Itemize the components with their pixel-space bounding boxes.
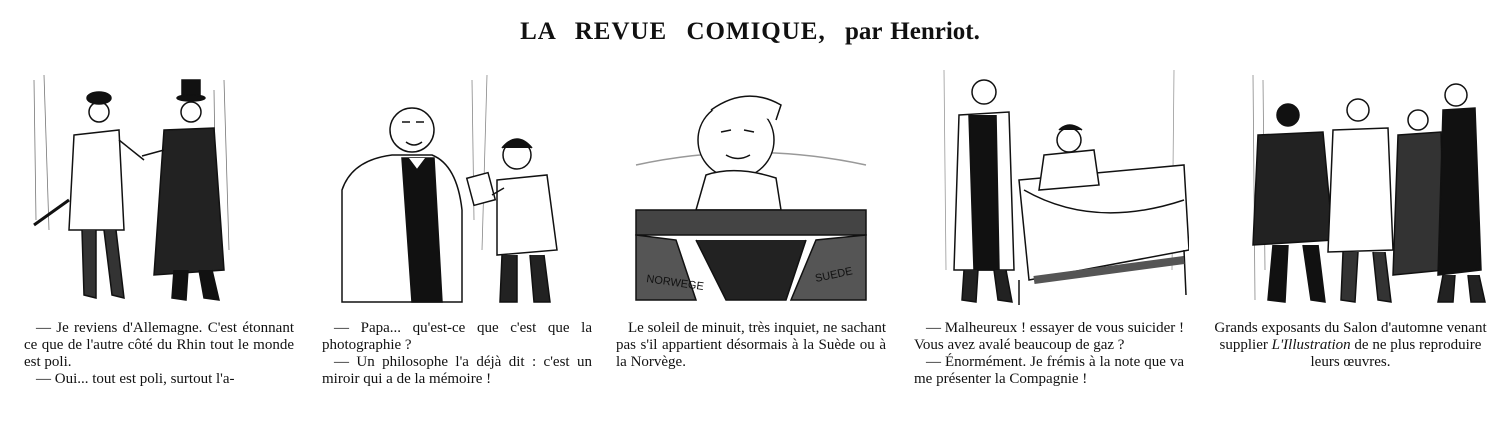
caption bbox=[616, 320, 886, 371]
caption-line: — Oui... tout est poli, surtout l'a- bbox=[36, 371, 235, 387]
illustration-three-exhibitors bbox=[1213, 70, 1488, 315]
caption-line: — Malheureux ! essayer de vous suicider ! Vous avez avalé beaucoup de gaz ? bbox=[914, 320, 1184, 353]
title-text: LA REVUE COMIQUE, bbox=[520, 18, 826, 45]
caption-line: — Un philosophe l'a déjà dit : c'est un miroir qui a de la mémoire ! bbox=[322, 354, 592, 387]
illustration-father-and-son bbox=[322, 70, 592, 315]
page-title bbox=[0, 18, 1500, 46]
caption-line: — Je reviens d'Allemagne. C'est étonnant ce que de l'autre côté du Rhin tout le monde est poli. bbox=[24, 320, 294, 370]
comic-panel-2 bbox=[322, 70, 597, 420]
comic-panel-5 bbox=[1213, 70, 1488, 420]
illustration-midnight-sun bbox=[616, 70, 886, 315]
caption-text-before: Grands exposants du Salon d'automne venant supplier bbox=[1214, 320, 1487, 353]
comic-panel-1 bbox=[24, 70, 299, 420]
magazine-title: L'Illustration bbox=[1271, 337, 1351, 353]
illustration-two-men-talking bbox=[24, 70, 294, 315]
illustration-doctor-and-patient bbox=[914, 70, 1189, 315]
comic-panel-3 bbox=[616, 70, 891, 420]
comic-panel-4 bbox=[914, 70, 1189, 420]
caption-line: — Papa... qu'est-ce que c'est que la photographie ? bbox=[322, 320, 592, 353]
caption bbox=[24, 320, 294, 388]
caption bbox=[914, 320, 1184, 388]
caption-line: — Énormément. Je frémis à la note que va me présenter la Compagnie ! bbox=[914, 354, 1184, 387]
map-label-left: NORWEGE bbox=[645, 273, 705, 294]
caption-line bbox=[1213, 320, 1488, 371]
caption-text-after: de ne plus reproduire leurs œuvres. bbox=[1310, 337, 1482, 370]
map-label-right: SUEDE bbox=[814, 265, 854, 285]
caption bbox=[322, 320, 592, 388]
caption-line: Le soleil de minuit, très inquiet, ne sachant pas s'il appartient désormais à la Suède ou à la Norvège. bbox=[616, 320, 886, 370]
byline: par Henriot. bbox=[845, 18, 980, 45]
caption bbox=[1213, 320, 1488, 371]
